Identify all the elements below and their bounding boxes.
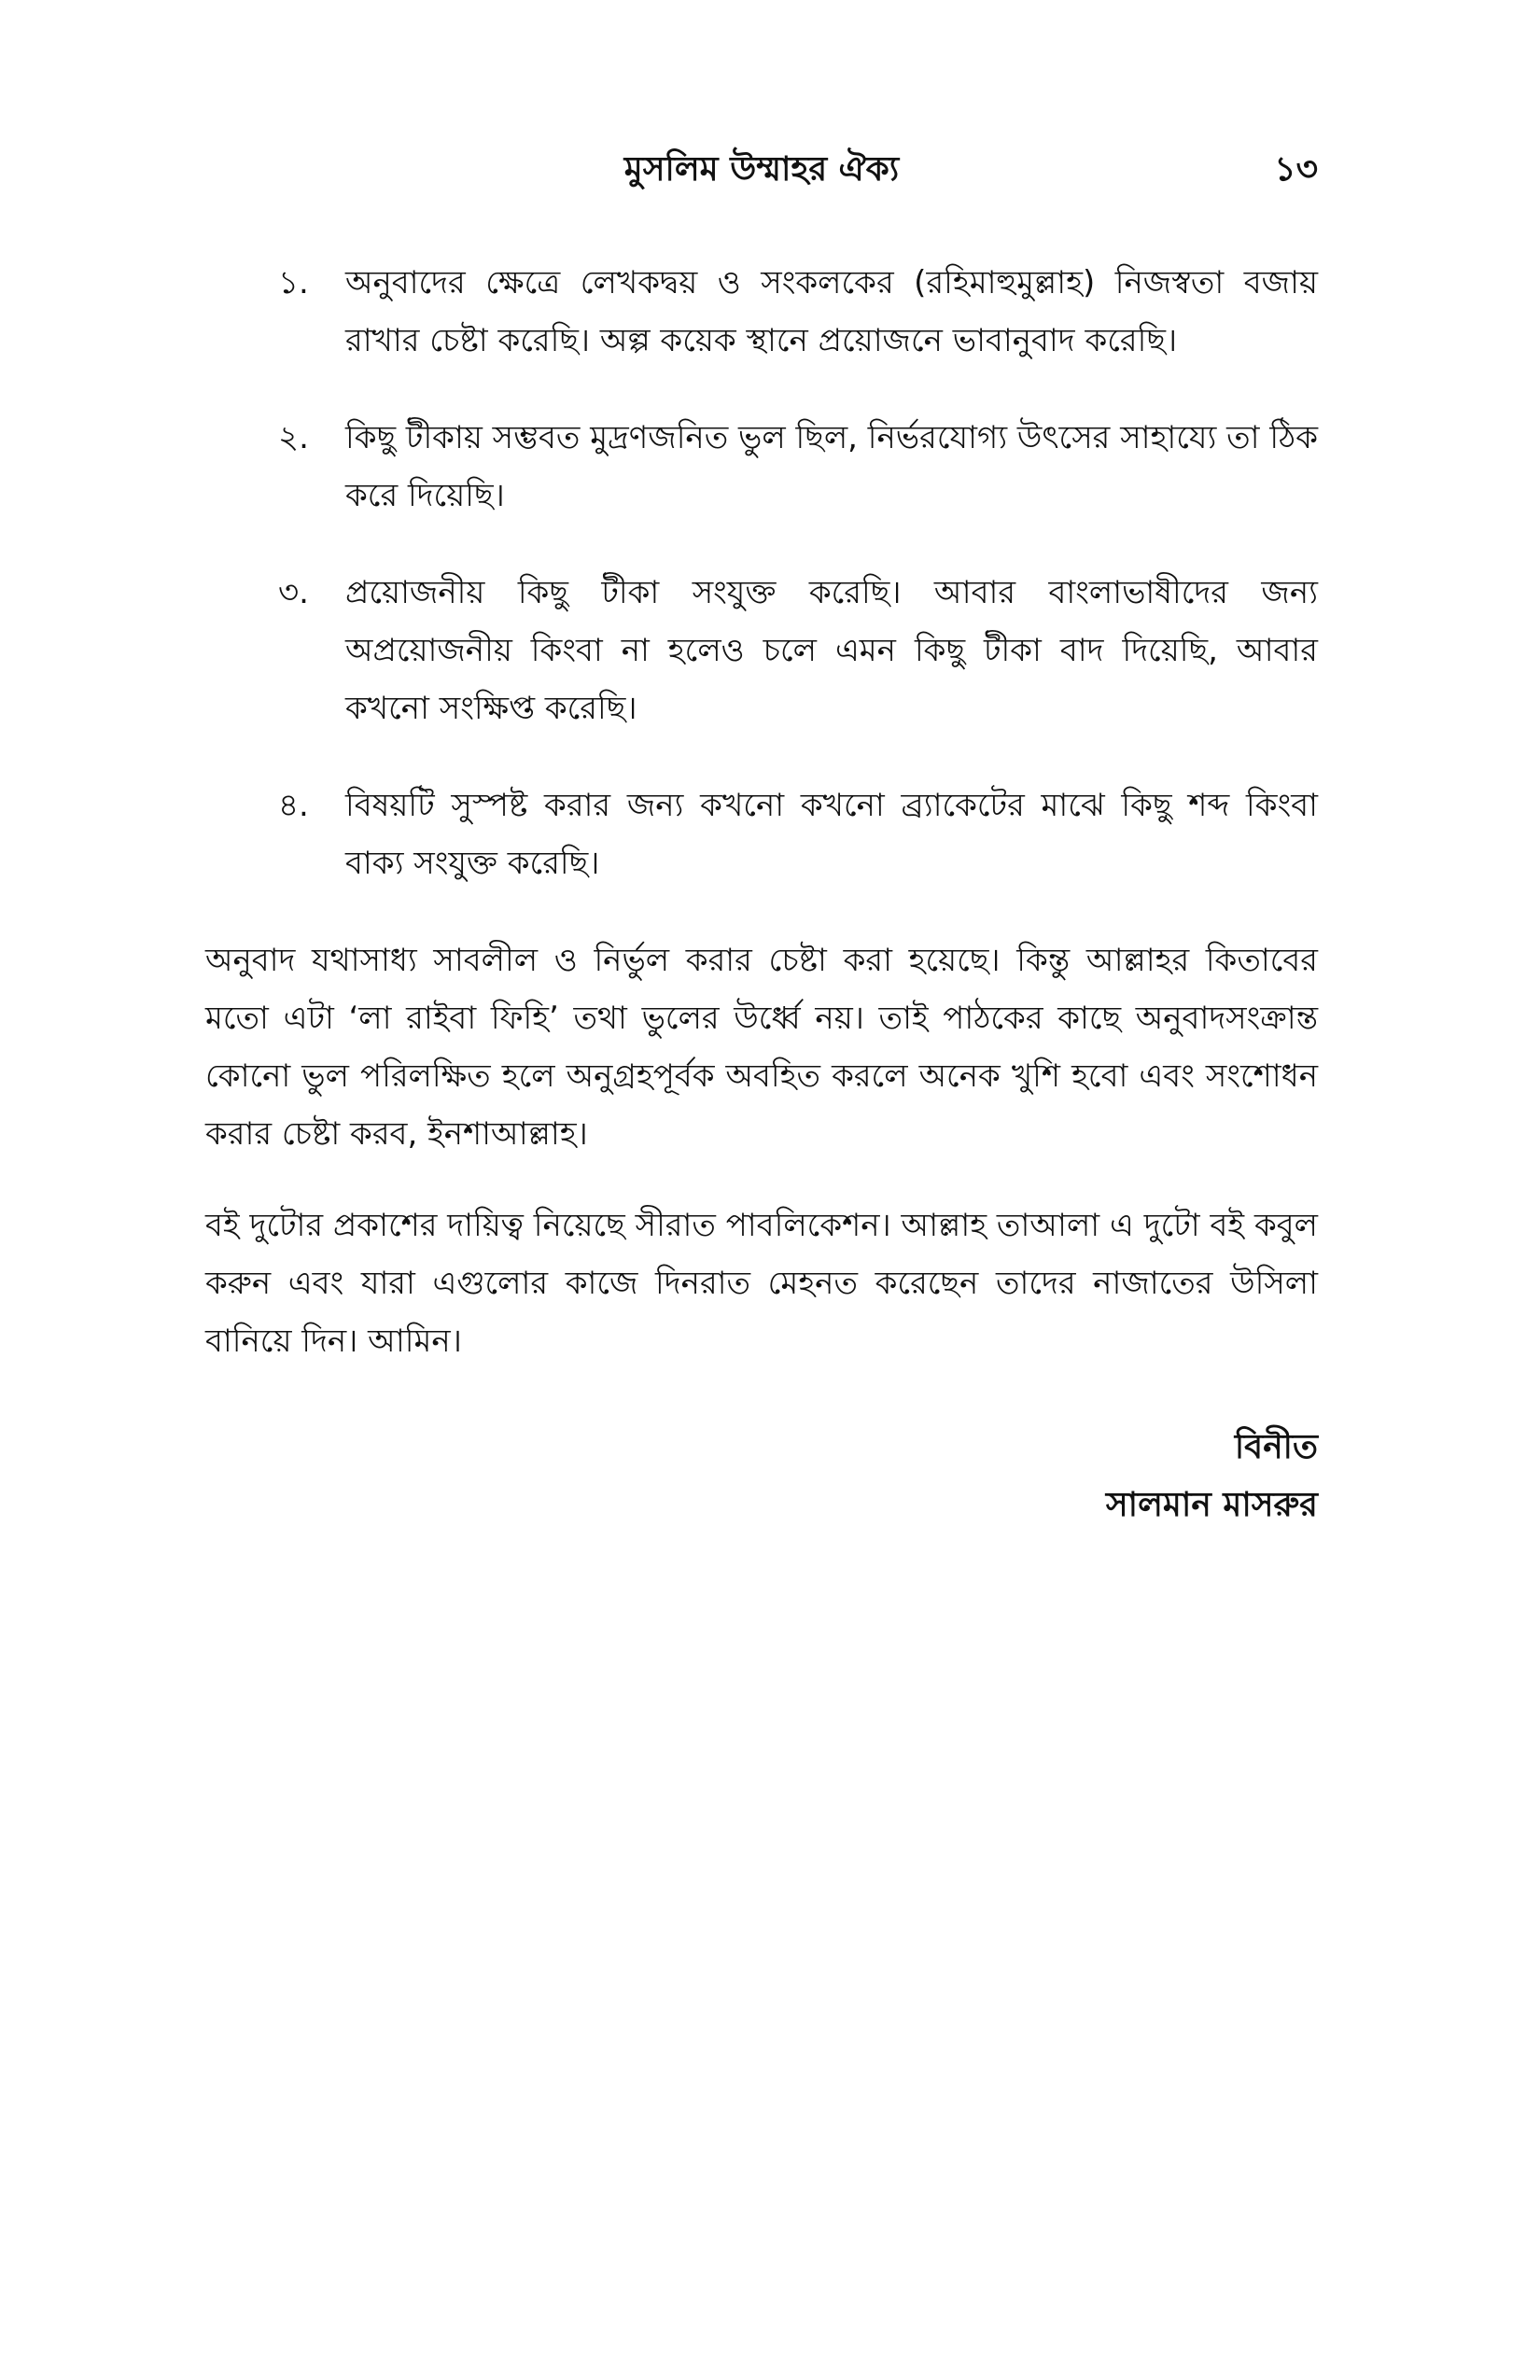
- list-item-number: ২.: [278, 419, 309, 456]
- list-item-text: কিছু টীকায় সম্ভবত মুদ্রণজনিত ভুল ছিল, নির্ভরযোগ্য উৎসের সাহায্যে তা ঠিক করে দিয়েছি।: [345, 419, 1319, 514]
- running-head: [205, 142, 1318, 198]
- list-item-text: বিষয়টি সুস্পষ্ট করার জন্য কখনো কখনো ব্র্যাকেটের মাঝে কিছু শব্দ কিংবা বাক্য সংযুক্ত করেছি।: [345, 787, 1318, 882]
- signature-block: [1106, 1419, 1318, 1534]
- list-item-text: অনুবাদের ক্ষেত্রে লেখকদ্বয় ও সংকলকের (রহিমাহুমুল্লাহ) নিজস্বতা বজায় রাখার চেষ্টা করেছি। অল্প কয়েক স্থানে প্রয়োজনে ভাবানুবাদ করেছি।: [345, 264, 1318, 359]
- list-item: [205, 254, 1318, 370]
- list-item: [205, 564, 1318, 737]
- signature-closing: বিনীত: [1234, 1428, 1318, 1466]
- body-paragraph: বই দুটোর প্রকাশের দায়িত্ব নিয়েছে সীরাত পাবলিকেশন। আল্লাহ তাআলা এ দুটো বই কবুল করুন এবং যারা এগুলোর কাজে দিনরাত মেহনত করেছেন তাদের নাজাতের উসিলা বানিয়ে দিন। আমিন।: [205, 1207, 1318, 1360]
- numbered-list: [205, 254, 1318, 892]
- list-item: [205, 777, 1318, 892]
- list-item: [205, 409, 1318, 525]
- page-number: ১৩: [1274, 150, 1318, 189]
- list-item-number: ৪.: [278, 787, 309, 824]
- page-content: [205, 254, 1318, 1404]
- body-paragraph: অনুবাদ যথাসাধ্য সাবলীল ও নির্ভুল করার চেষ্টা করা হয়েছে। কিন্তু আল্লাহর কিতাবের মতো এটা ‘লা রাইবা ফিহি’ তথা ভুলের উর্ধ্বে নয়। তাই পাঠকের কাছে অনুবাদসংক্রান্ত কোনো ভুল পরিলক্ষিত হলে অনুগ্রহপূর্বক অবহিত করলে অনেক খুশি হবো এবং সংশোধন করার চেষ্টা করব, ইনশাআল্লাহ।: [205, 942, 1318, 1153]
- list-item-number: ৩.: [278, 574, 309, 611]
- running-title: মুসলিম উম্মাহর ঐক্য: [623, 150, 900, 189]
- list-item-number: ১.: [278, 264, 309, 301]
- signature-name: সালমান মাসরুর: [1105, 1486, 1318, 1524]
- list-item-text: প্রয়োজনীয় কিছু টীকা সংযুক্ত করেছি। আবার বাংলাভাষীদের জন্য অপ্রয়োজনীয় কিংবা না হলেও চলে এমন কিছু টীকা বাদ দিয়েছি, আবার কখনো সংক্ষিপ্ত করেছি।: [345, 574, 1318, 727]
